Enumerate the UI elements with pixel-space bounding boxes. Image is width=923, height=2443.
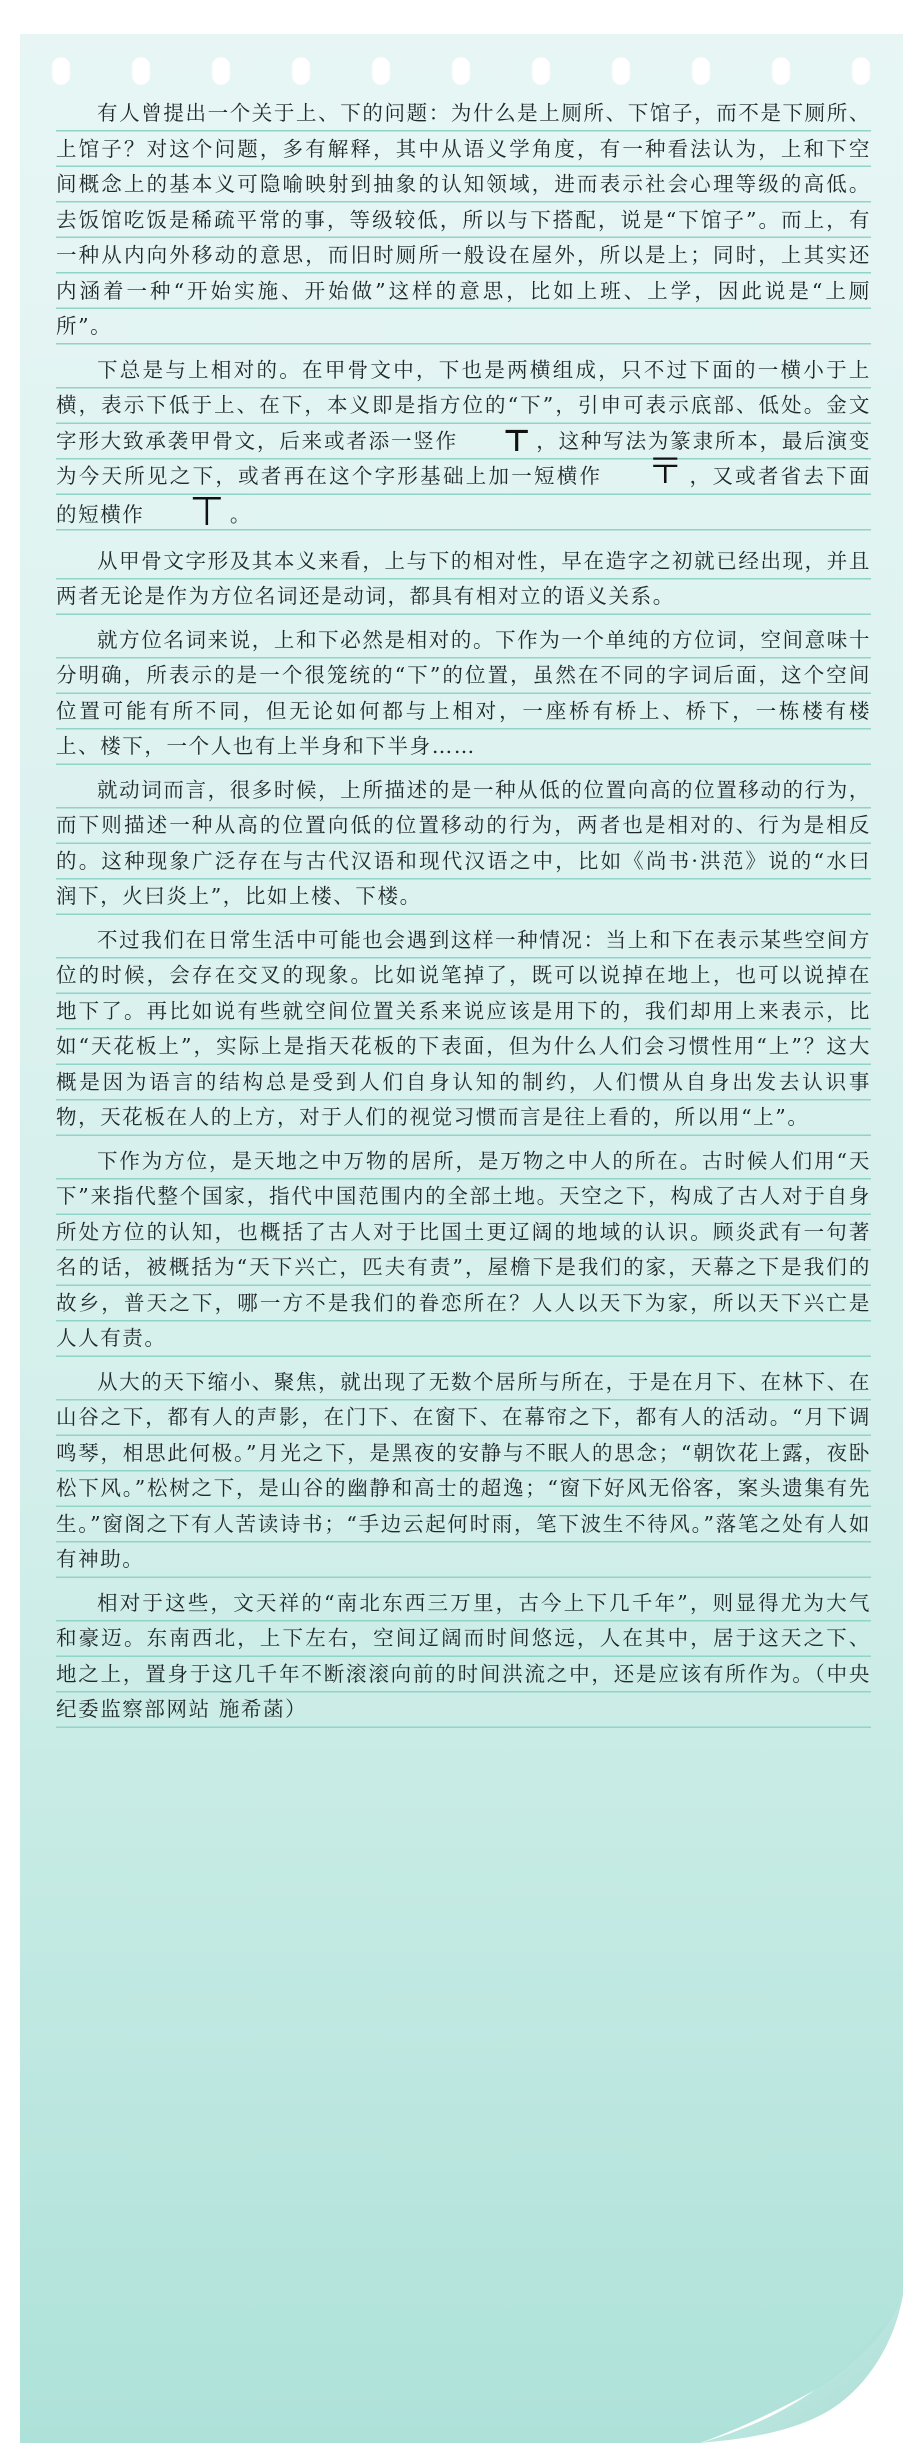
binder-holes bbox=[0, 56, 923, 86]
binder-hole bbox=[211, 56, 231, 86]
paragraph-text-segment: 。 bbox=[229, 502, 252, 526]
binder-hole bbox=[691, 56, 711, 86]
paragraph-oracle-bone-glyph bbox=[56, 353, 871, 536]
binder-hole bbox=[371, 56, 391, 86]
ancient-xia-glyph-extra-stroke: 〒 bbox=[647, 450, 685, 492]
binder-hole bbox=[531, 56, 551, 86]
paragraph-relativity-origin: 从甲骨文字形及其本义来看，上与下的相对性，早在造字之初就已经出现，并且两者无论是作为方位名词还是动词，都具有相对立的语义关系。 bbox=[56, 544, 871, 615]
paragraph-locative-noun: 就方位名词来说，上和下必然是相对的。下作为一个单纯的方位词，空间意味十分明确，所表示的是一个很笼统的“下”的位置，虽然在不同的字词后面，这个空间位置可能有所不同，但无论如何都与上相对，一座桥有桥上、桥下，一栋楼有楼上、楼下，一个人也有上半身和下半身…… bbox=[56, 623, 871, 765]
paragraph-conclusion-byline: 相对于这些，文天祥的“南北东西三万里，古今上下几千年”，则显得尤为大气和豪迈。东南西北，上下左右，空间辽阔而时间悠远，人在其中，居于这天之下、地之上，置身于这几千年不断滚滚向前的时间洪流之中，还是应该有所作为。（中央纪委监察部网站 施希菡） bbox=[56, 1586, 871, 1728]
binder-hole bbox=[451, 56, 471, 86]
paragraph-text-segment: ，又或者省去下面的短横作 bbox=[56, 464, 871, 526]
binder-hole bbox=[51, 56, 71, 86]
binder-hole bbox=[131, 56, 151, 86]
paragraph-crossover-cases: 不过我们在日常生活中可能也会遇到这样一种情况：当上和下在表示某些空间方位的时候，会存在交叉的现象。比如说笔掉了，既可以说掉在地上，也可以说掉在地下了。再比如说有些就空间位置关系来说应该是用下的，我们却用上来表示，比如“天花板上”，实际上是指天花板的下表面，但为什么人们会习惯性用“上”？这大概是因为语言的结构总是受到人们自身认知的制约，人们惯从自身出发去认识事物，天花板在人的上方，对于人们的视觉习惯而言是往上看的，所以用“上”。 bbox=[56, 923, 871, 1136]
binder-hole bbox=[851, 56, 871, 86]
paragraph-toilet-restaurant: 有人曾提出一个关于上、下的问题：为什么是上厕所、下馆子，而不是下厕所、上馆子？对这个问题，多有解释，其中从语义学角度，有一种看法认为，上和下空间概念上的基本义可隐喻映射到抽象的认知领域，进而表示社会心理等级的高低。去饭馆吃饭是稀疏平常的事，等级较低，所以与下搭配，说是“下馆子”。而上，有一种从内向外移动的意思，而旧时厕所一般设在屋外，所以是上；同时，上其实还内涵着一种“开始实施、开始做”这样的意思，比如上班、上学，因此说是“上厕所”。 bbox=[56, 96, 871, 345]
binder-hole bbox=[611, 56, 631, 86]
binder-hole bbox=[771, 56, 791, 86]
paragraph-text-segment: 下总是与上相对的。在甲骨文中，下也是两横组成，只不过下面的一横小于上横，表示下低于上、在下，本义即是指方位的“下”，引申可表示底部、低处。金文字形大致承袭甲骨文，后来或者添一竖作 bbox=[56, 357, 871, 453]
paragraph-tianxia: 下作为方位，是天地之中万物的居所，是万物之中人的所在。古时候人们用“天下”来指代整个国家，指代中国范围内的全部土地。天空之下，构成了古人对于自身所处方位的认知，也概括了古人对于比国土更辽阔的地域的认识。顾炎武有一句著名的话，被概括为“天下兴亡，匹夫有责”，屋檐下是我们的家，天幕之下是我们的故乡，普天之下，哪一方不是我们的眷恋所在？人人以天下为家，所以天下兴亡是人人有责。 bbox=[56, 1144, 871, 1357]
paragraph-poetic-places: 从大的天下缩小、聚焦，就出现了无数个居所与所在，于是在月下、在林下、在山谷之下，都有人的声影，在门下、在窗下、在幕帘之下，都有人的活动。“月下调鸣琴，相思此何极。”月光之下，是黑夜的安静与不眠人的思念；“朝饮花上露，夜卧松下风。”松树之下，是山谷的幽静和高士的超逸；“窗下好风无俗客，案头遗集有先生。”窗阁之下有人苦读诗书；“手边云起何时雨，笔下波生不待风。”落笔之处有人如有神助。 bbox=[56, 1365, 871, 1578]
article-body bbox=[56, 96, 871, 1728]
paragraph-text-segment: ，这种写法为篆隶所本，最后演变为今天所见之下，或者再在这个字形基础上加一短横作 bbox=[56, 428, 871, 488]
ancient-xia-glyph-simplified: ⊤ bbox=[189, 488, 226, 535]
ancient-xia-glyph-vertical-stroke: ⊤ bbox=[502, 424, 533, 459]
binder-hole bbox=[291, 56, 311, 86]
paragraph-verb-usage: 就动词而言，很多时候，上所描述的是一种从低的位置向高的位置移动的行为，而下则描述一种从高的位置向低的位置移动的行为，两者也是相对的、行为是相反的。这种现象广泛存在与古代汉语和现代汉语之中，比如《尚书·洪范》说的“水曰润下，火曰炎上”，比如上楼、下楼。 bbox=[56, 773, 871, 915]
